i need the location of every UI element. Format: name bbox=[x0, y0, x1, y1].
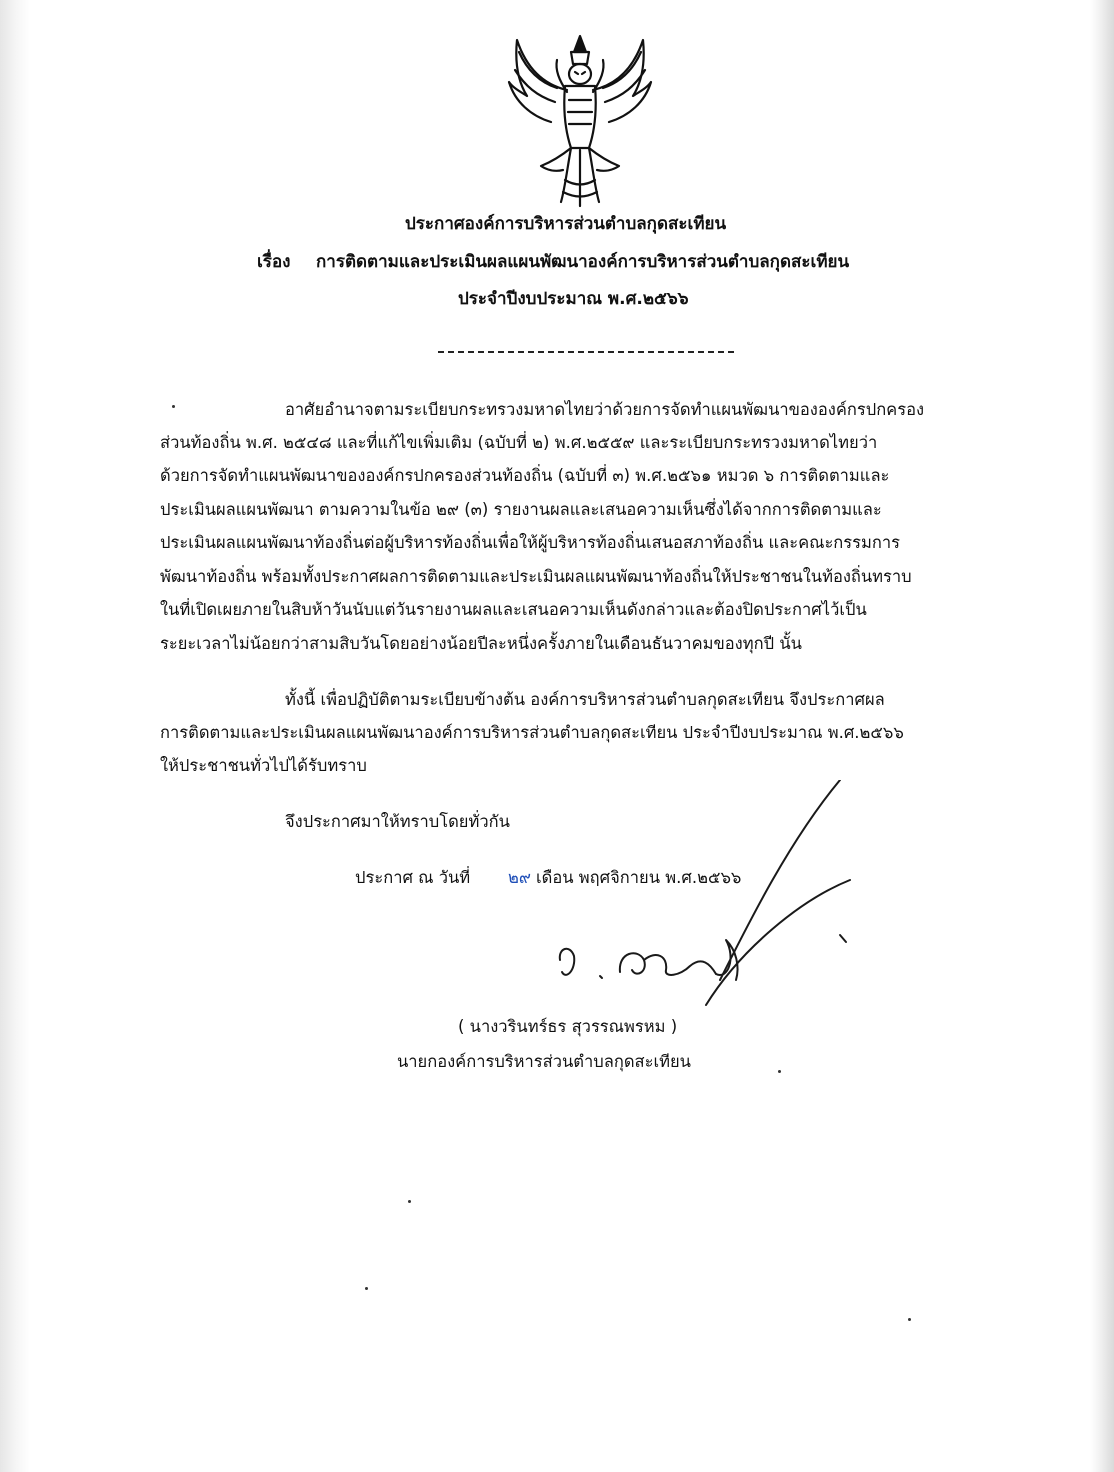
header-divider bbox=[438, 351, 734, 353]
closing-statement: จึงประกาศมาให้ทราบโดยทั่วกัน bbox=[285, 812, 510, 831]
subject-label: เรื่อง bbox=[257, 252, 291, 272]
page-shadow-right bbox=[1090, 0, 1114, 1472]
paragraph-1-line: พัฒนาท้องถิ่น พร้อมทั้งประกาศผลการติดตามและประเมินผลแผนพัฒนาท้องถิ่นให้ประชาชนในท้องถิ่นทราบ bbox=[160, 567, 912, 586]
scan-speck bbox=[908, 1318, 911, 1321]
paragraph-1-line: ระยะเวลาไม่น้อยกว่าสามสิบวันโดยอย่างน้อยปีละหนึ่งครั้งภายในเดือนธันวาคมของทุกปี นั้น bbox=[160, 634, 802, 653]
paragraph-1-line: ส่วนท้องถิ่น พ.ศ. ๒๕๔๘ และที่แก้ไขเพิ่มเติม (ฉบับที่ ๒) พ.ศ.๒๕๕๙ และระเบียบกระทรวงมหาดไทยว่า bbox=[160, 433, 878, 452]
signatory-position: นายกองค์การบริหารส่วนตำบลกุดสะเทียน bbox=[397, 1052, 691, 1071]
paragraph-1-line: อาศัยอำนาจตามระเบียบกระทรวงมหาดไทยว่าด้วยการจัดทำแผนพัฒนาขององค์กรปกครอง bbox=[285, 400, 925, 419]
scan-speck bbox=[778, 1070, 781, 1073]
paragraph-2-line: การติดตามและประเมินผลแผนพัฒนาองค์การบริหารส่วนตำบลกุดสะเทียน ประจำปีงบประมาณ พ.ศ.๒๕๖๖ bbox=[160, 723, 904, 742]
date-prefix: ประกาศ ณ วันที่ bbox=[355, 868, 471, 887]
scan-speck bbox=[172, 405, 175, 408]
subject-text: การติดตามและประเมินผลแผนพัฒนาองค์การบริหารส่วนตำบลกุดสะเทียน bbox=[316, 252, 850, 272]
scan-speck bbox=[365, 1287, 368, 1290]
scan-speck bbox=[408, 1200, 411, 1203]
paragraph-2-line: ให้ประชาชนทั่วไปได้รับทราบ bbox=[160, 756, 367, 775]
announcement-title: ประกาศองค์การบริหารส่วนตำบลกุดสะเทียน bbox=[405, 214, 727, 234]
page-shadow-left bbox=[0, 0, 30, 1472]
garuda-emblem-icon bbox=[505, 30, 655, 210]
fiscal-year-line: ประจำปีงบประมาณ พ.ศ.๒๕๖๖ bbox=[458, 289, 689, 309]
signatory-name: ( นางวรินทร์ธร สุวรรณพรหม ) bbox=[458, 1017, 678, 1036]
paragraph-1-line: ในที่เปิดเผยภายในสิบห้าวันนับแต่วันรายงานผลและเสนอความเห็นดังกล่าวและต้องปิดประกาศไว้เป็น bbox=[160, 600, 867, 619]
paragraph-1-line: ด้วยการจัดทำแผนพัฒนาขององค์กรปกครองส่วนท้องถิ่น (ฉบับที่ ๓) พ.ศ.๒๕๖๑ หมวด ๖ การติดตามและ bbox=[160, 466, 890, 485]
date-month-year: เดือน พฤศจิกายน พ.ศ.๒๕๖๖ bbox=[536, 868, 742, 887]
date-day-handwritten: ๒๙ bbox=[508, 868, 531, 887]
paragraph-1-line: ประเมินผลแผนพัฒนาท้องถิ่นต่อผู้บริหารท้องถิ่นเพื่อให้ผู้บริหารท้องถิ่นเสนอสภาท้องถิ่น และคณะกรรมการ bbox=[160, 533, 901, 552]
paragraph-1-line: ประเมินผลแผนพัฒนา ตามความในข้อ ๒๙ (๓) รายงานผลและเสนอความเห็นซึ่งได้จากการติดตามและ bbox=[160, 500, 882, 519]
paragraph-2-line: ทั้งนี้ เพื่อปฏิบัติตามระเบียบข้างต้น องค์การบริหารส่วนตำบลกุดสะเทียน จึงประกาศผล bbox=[285, 690, 885, 709]
